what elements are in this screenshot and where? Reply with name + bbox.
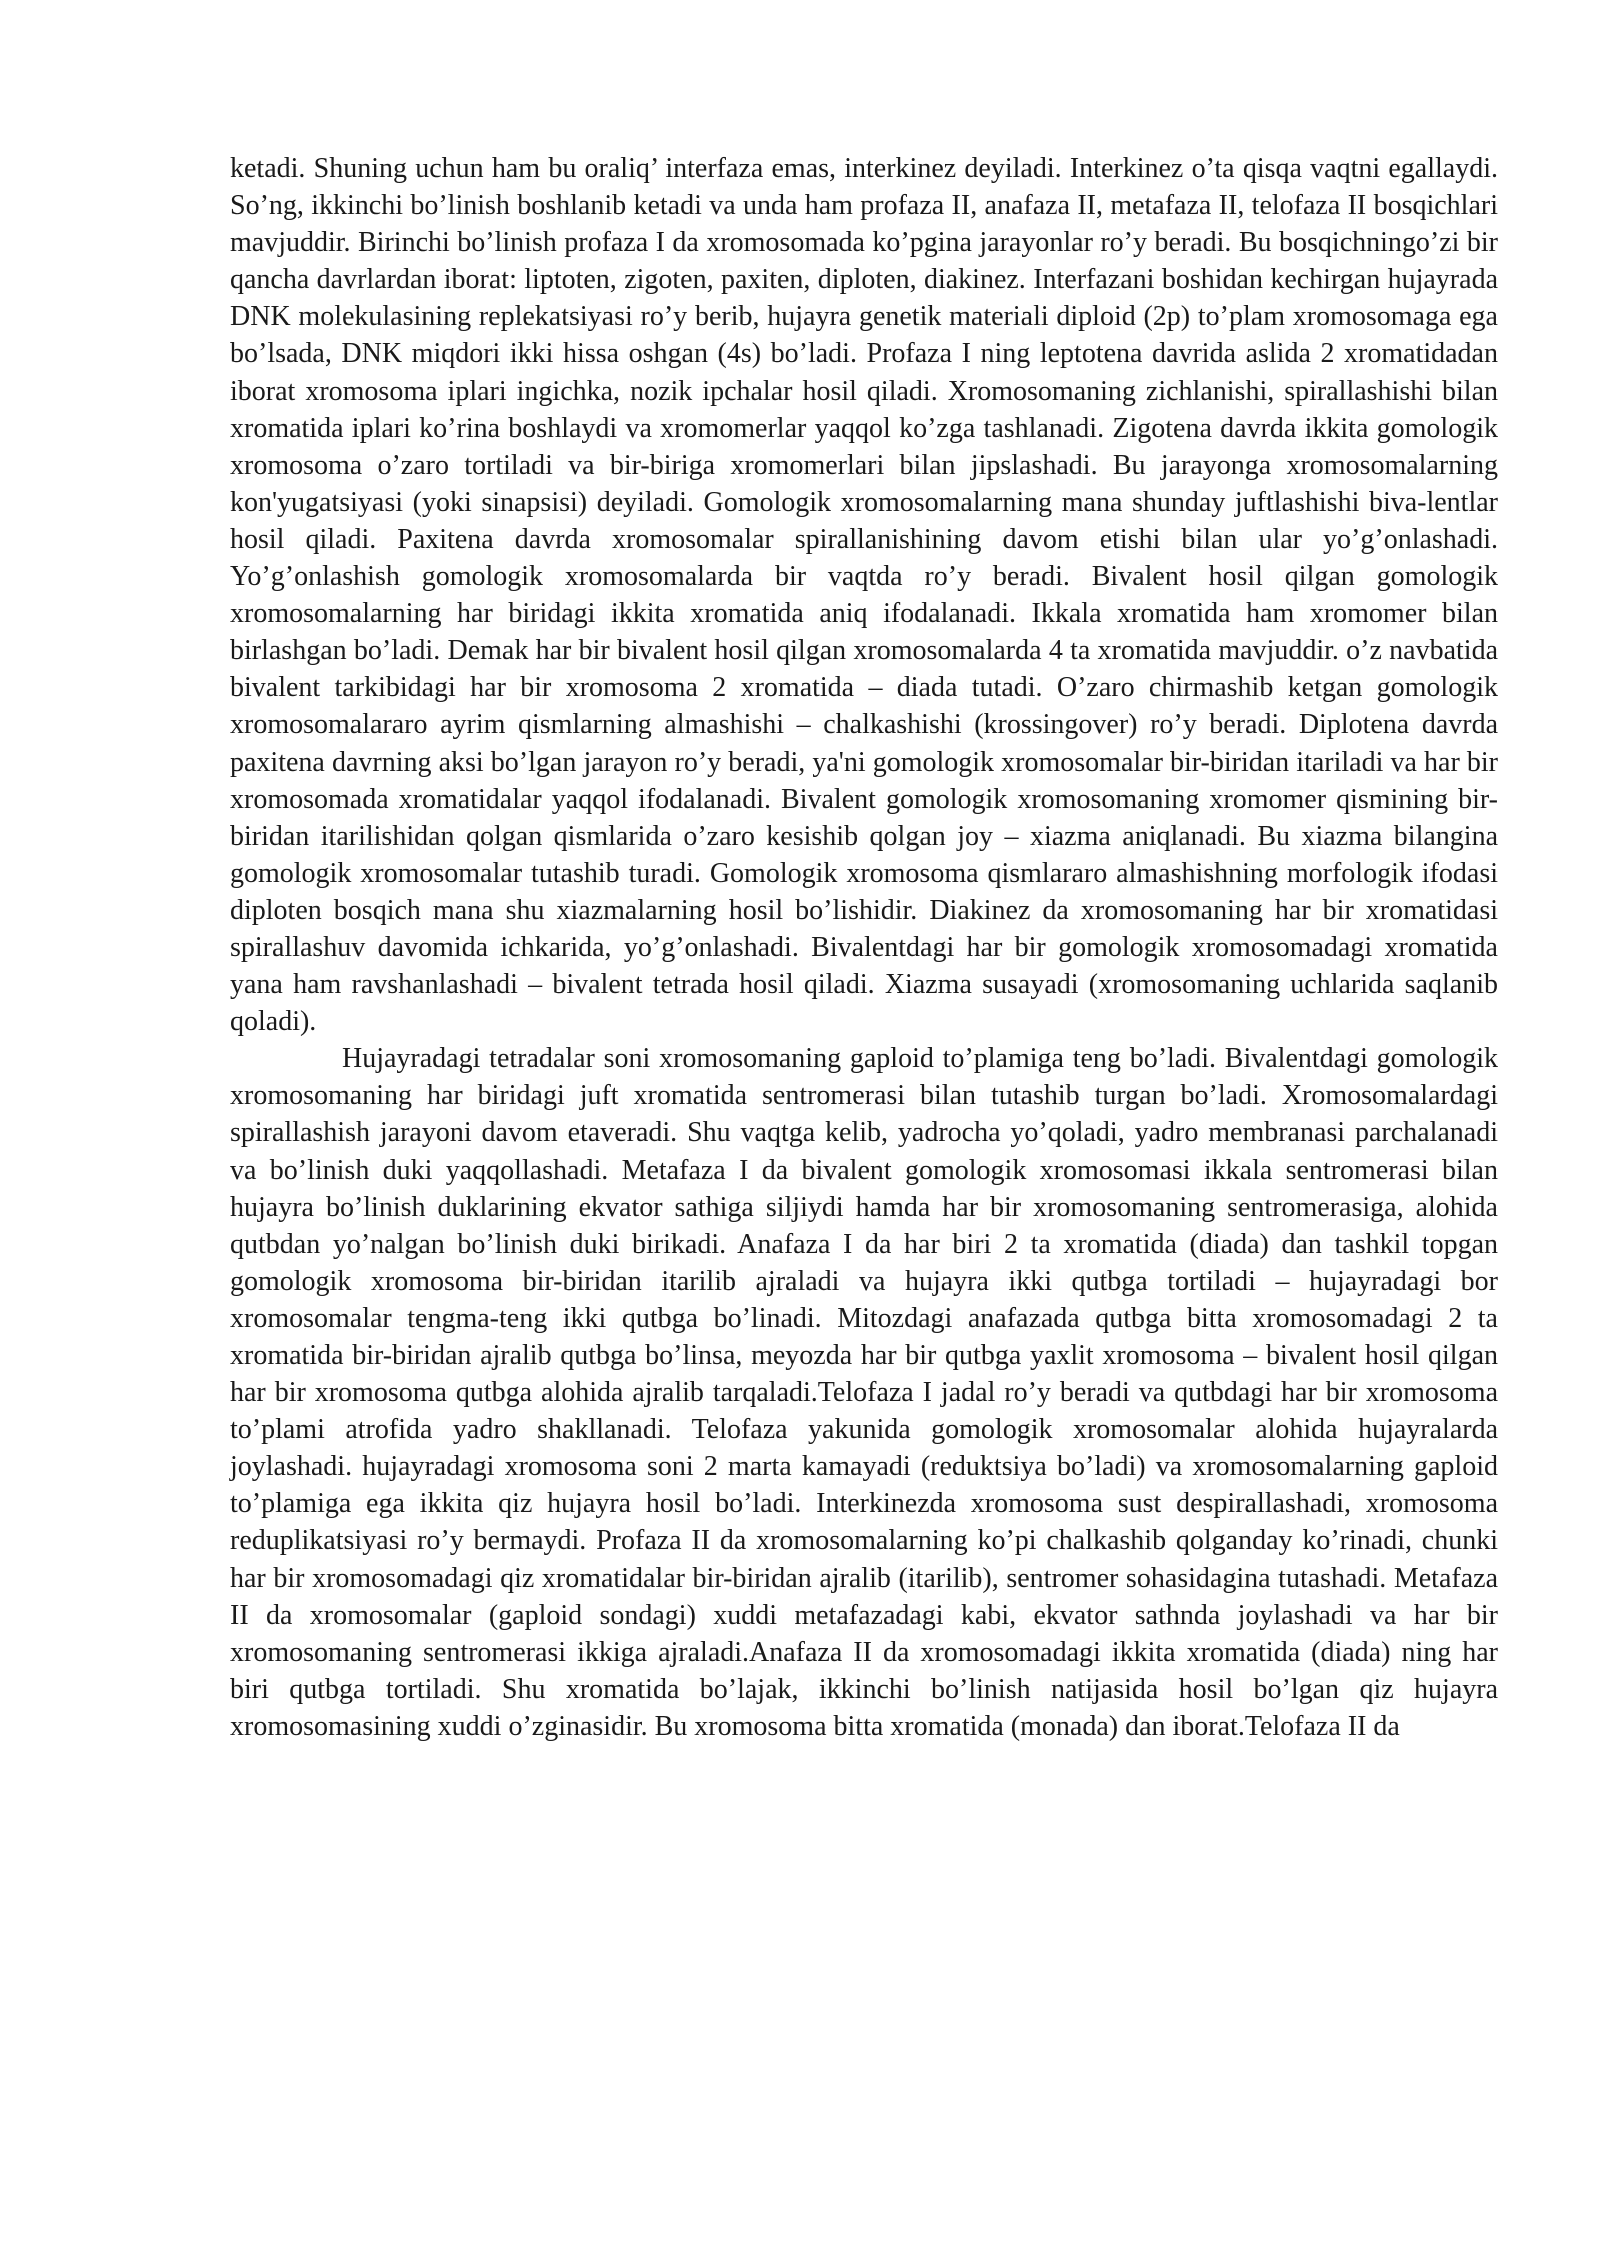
paragraph-tetrads-and-meiosis-two: Hujayradagi tetradalar soni xromosomaning gaploid to’plamiga teng bo’ladi. Bivalentdagi gomologik xromosomaning har biridagi juft xromatida sentromerasi bilan tutashib turgan bo’ladi. Xromosomalardagi spirallashish jarayoni davom etaveradi. Shu vaqtga kelib, yadrocha yo’qoladi, yadro membranasi parchalanadi va bo’linish duki yaqqollashadi. Metafaza I da bivalent gomologik xromosomasi ikkala sentromerasi bilan hujayra bo’linish duklarining ekvator sathiga siljiydi hamda har bir xromosomaning sentromerasiga, alohida qutbdan yo’nalgan bo’linish duki birikadi. Anafaza I da har biri 2 ta xromatida (diada) dan tashkil topgan gomologik xromosoma bir-biridan itarilib ajraladi va hujayra ikki qutbga tortiladi – hujayradagi bor xromosomalar tengma-teng ikki qutbga bo’linadi. Mitozdagi anafazada qutbga bitta xromosomadagi 2 ta xromatida bir-biridan ajralib qutbga bo’linsa, meyozda har bir qutbga yaxlit xromosoma – bivalent hosil qilgan har bir xromosoma qutbga alohida ajralib tarqaladi.Telofaza I jadal ro’y beradi va qutbdagi har bir xromosoma to’plami atrofida yadro shakllanadi. Telofaza yakunida gomologik xromosomalar alohida hujayralarda joylashadi. hujayradagi xromosoma soni 2 marta kamayadi (reduktsiya bo’ladi) va xromosomalarning gaploid to’plamiga ega ikkita qiz hujayra hosil bo’ladi. Interkinezda xromosoma sust despirallashadi, xromosoma reduplikatsiyasi ro’y bermaydi. Profaza II da xromosomalarning ko’pi chalkashib qolganday ko’rinadi, chunki har bir xromosomadagi qiz xromatidalar bir-biridan ajralib (itarilib), sentromer sohasidagina tutashadi. Metafaza II da xromosomalar (gaploid sondagi) xuddi metafazadagi kabi, ekvator sathnda joylashadi va har bir xromosomaning sentromerasi ikkiga ajraladi.Anafaza II da xromosomadagi ikkita xromatida (diada) ning har biri qutbga tortiladi. Shu xromatida bo’lajak, ikkinchi bo’linish natijasida hosil bo’lgan qiz hujayra xromosomasining xuddi o’zginasidir. Bu xromosoma bitta xromatida (monada) dan iborat.Telofaza II da — [230, 1043, 1498, 1742]
paragraph-meiosis-prophase-one: ketadi. Shuning uchun ham bu oraliq’ interfaza emas, interkinez deyiladi. Interkinez o’ta qisqa vaqtni egallaydi. So’ng, ikkinchi bo’linish boshlanib ketadi va unda ham profaza II, anafaza II, metafaza II, telofaza II bosqichlari mavjuddir. Birinchi bo’linish profaza I da xromosomada ko’pgina jarayonlar ro’y beradi. Bu bosqichningo’zi bir qancha davrlardan iborat: liptoten, zigoten, paxiten, diploten, diakinez. Interfazani boshidan kechirgan hujayrada DNK molekulasining replekatsiyasi ro’y berib, hujayra genetik materiali diploid (2p) to’plam xromosomaga ega bo’lsada, DNK miqdori ikki hissa oshgan (4s) bo’ladi. Profaza I ning leptotena davrida aslida 2 xromatidadan iborat xromosoma iplari ingichka, nozik ipchalar hosil qiladi. Xromosomaning zichlanishi, spirallashishi bilan xromatida iplari ko’rina boshlaydi va xromomerlar yaqqol ko’zga tashlanadi. Zigotena davrda ikkita gomologik xromosoma o’zaro tortiladi va bir-biriga xromomerlari bilan jipslashadi. Bu jarayonga xromosomalarning kon'yugatsiyasi (yoki sinapsisi) deyiladi. Gomologik xromosomalarning mana shunday juftlashishi biva-lentlar hosil qiladi. Paxitena davrda xromosomalar spirallanishining davom etishi bilan ular yo’g’onlashadi. Yo’g’onlashish gomologik xromosomalarda bir vaqtda ro’y beradi. Bivalent hosil qilgan gomologik xromosomalarning har biridagi ikkita xromatida aniq ifodalanadi. Ikkala xromatida ham xromomer bilan birlashgan bo’ladi. Demak har bir bivalent hosil qilgan xromosomalarda 4 ta xromatida mavjuddir. o’z navbatida bivalent tarkibidagi har bir xromosoma 2 xromatida – diada tutadi. O’zaro chirmashib ketgan gomologik xromosomalararo ayrim qismlarning almashishi – chalkashishi (krossingover) ro’y beradi. Diplotena davrda paxitena davrning aksi bo’lgan jarayon ro’y beradi, ya'ni gomologik xromosomalar bir-biridan itariladi va har bir xromosomada xromatidalar yaqqol ifodalanadi. Bivalent gomologik xromosomaning xromomer qismining bir-biridan itarilishidan qolgan qismlarida o’zaro kesishib qolgan joy – xiazma aniqlanadi. Bu xiazma bilangina gomologik xromosomalar tutashib turadi. Gomologik xromosoma qismlararo almashishning morfologik ifodasi diploten bosqich mana shu xiazmalarning hosil bo’lishidir. Diakinez da xromosomaning har bir xromatidasi spirallashuv davomida ichkarida, yo’g’onlashadi. Bivalentdagi har bir gomologik xromosomadagi xromatida yana ham ravshanlashadi – bivalent tetrada hosil qiladi. Xiazma susayadi (xromosomaning uchlarida saqlanib qoladi). — [230, 153, 1498, 1038]
document-page — [230, 150, 1498, 1745]
